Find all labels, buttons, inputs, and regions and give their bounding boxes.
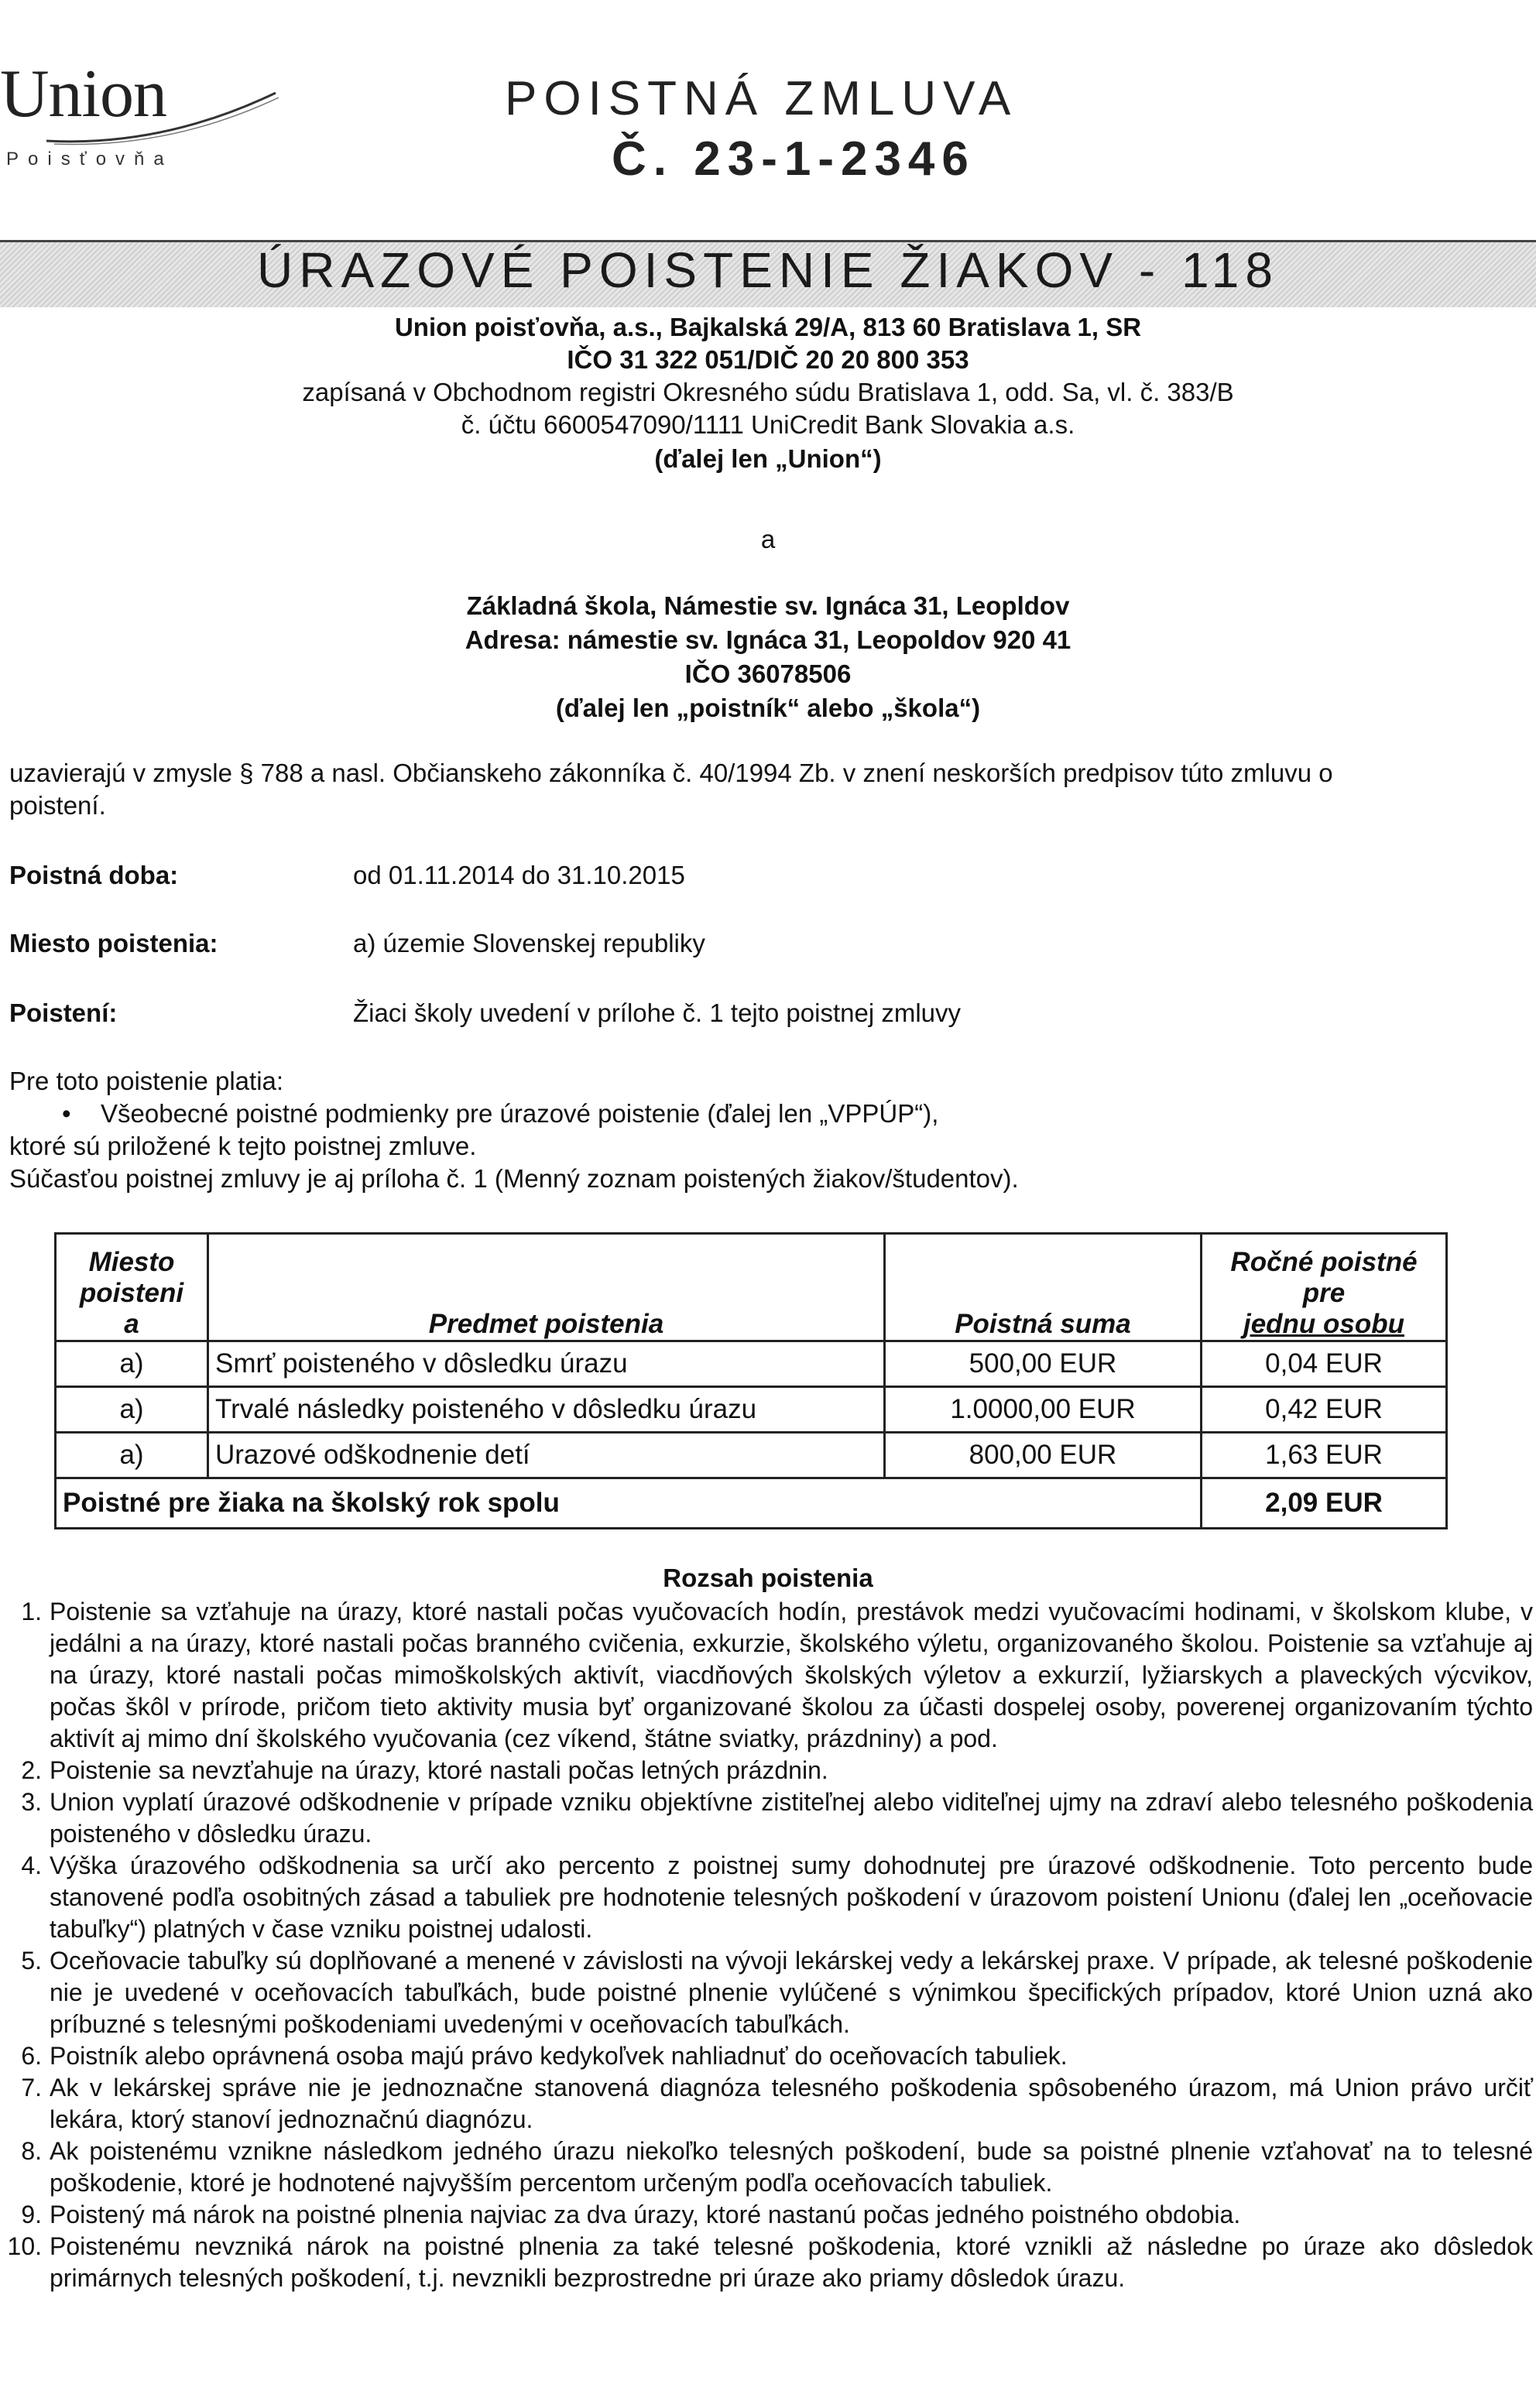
insurer-registry: zapísaná v Obchodnom registri Okresného súdu Bratislava 1, odd. Sa, vl. č. 383/B bbox=[302, 378, 1234, 406]
header-subject: Predmet poistenia bbox=[208, 1234, 885, 1341]
clause-text: Výška úrazového odškodnenia sa určí ako percento z poistnej sumy dohodnutej pre úrazové odškodnenie. Toto percento bude stanovené podľa osobitných zásad a tabuliek pre hodnotenie telesných poškodení v úrazovom poistení Unionu (ďalej len „oceňovacie tabuľky“) platných v čase vzniku poistnej udalosti. bbox=[50, 1851, 1533, 1943]
list-item bbox=[0, 2072, 1536, 2136]
row-subject: Urazové odškodnenie detí bbox=[208, 1433, 885, 1478]
header-place bbox=[56, 1234, 208, 1341]
clause-text: Ak poistenému vznikne následkom jedného úrazu niekoľko telesných poškodení, bude sa poistné plnenie vzťahovať na to telesné poškodenie, ktoré je hodnotené najvyšším percentom určeným podľa oceňovacích tabuliek. bbox=[50, 2137, 1533, 2197]
insured-label: Poistení: bbox=[9, 998, 118, 1027]
header-place-line-3: a bbox=[124, 1309, 139, 1339]
list-item bbox=[0, 1596, 1536, 1755]
conditions-intro: Pre toto poistenie platia: bbox=[9, 1067, 284, 1095]
intro-line-1: uzavierajú v zmysle § 788 a nasl. Občianskeho zákonníka č. 40/1994 Zb. v znení neskorších predpisov túto zmluvu o bbox=[9, 759, 1333, 787]
header-sum: Poistná suma bbox=[885, 1234, 1202, 1341]
list-item bbox=[0, 1850, 1536, 1945]
policyholder-ico: IČO 36078506 bbox=[684, 659, 852, 688]
row-subject: Trvalé následky poisteného v dôsledku úrazu bbox=[208, 1387, 885, 1433]
clause-text: Poistený má nárok na poistné plnenia najviac za dva úrazy, ktoré nastanú počas jedného poistného obdobia. bbox=[50, 2201, 1241, 2228]
logo-subtitle: Poisťovňa bbox=[6, 149, 173, 170]
row-premium: 1,63 EUR bbox=[1202, 1433, 1447, 1478]
clause-number: 8. bbox=[21, 2137, 42, 2165]
place-label: Miesto poistenia: bbox=[9, 929, 218, 957]
table-row bbox=[56, 1341, 1447, 1387]
clause-number: 7. bbox=[21, 2074, 42, 2101]
clause-text: Ak v lekárskej správe nie je jednoznačne stanovená diagnóza telesného poškodenia spôsobeného úrazom, má Union právo určiť lekára, ktorý stanoví jednoznačnú diagnózu. bbox=[50, 2074, 1533, 2133]
policyholder-name: Základná škola, Námestie sv. Ignáca 31, Leopldov bbox=[466, 591, 1070, 620]
insurer-account: č. účtu 6600547090/1111 UniCredit Bank Slovakia a.s. bbox=[461, 410, 1075, 439]
clause-text: Union vyplatí úrazové odškodnenie v prípade vzniku objektívne zistiteľnej alebo viditeľnej ujmy na zdraví alebo telesného poškodenia poisteného v dôsledku úrazu. bbox=[50, 1788, 1533, 1848]
row-place: a) bbox=[56, 1433, 208, 1478]
intro-line-2: poistení. bbox=[9, 791, 106, 820]
table-row bbox=[56, 1433, 1447, 1478]
header-place-line-1: Miesto bbox=[88, 1247, 175, 1277]
clause-text: Poistenému nevzniká nárok na poistné plnenia za také telesné poškodenia, ktoré vznikli až následne po úraze ako dôsledok primárnych telesných poškodení, t.j. nevznikli bezprostredne pri úraze ako priamy dôsledok úrazu. bbox=[50, 2232, 1533, 2292]
list-item bbox=[0, 1786, 1536, 1850]
insurer-alias: (ďalej len „Union“) bbox=[654, 444, 882, 473]
table-total-row bbox=[56, 1478, 1447, 1529]
logo-wordmark: Union bbox=[0, 57, 166, 132]
policyholder-alias: (ďalej len „poistník“ alebo „škola“) bbox=[555, 694, 981, 722]
policyholder-address: Adresa: námestie sv. Ignáca 31, Leopoldov 920 41 bbox=[465, 625, 1071, 654]
banner-title: ÚRAZOVÉ POISTENIE ŽIAKOV - 118 bbox=[257, 242, 1279, 298]
scope-clauses bbox=[0, 1596, 1536, 2294]
clause-number: 9. bbox=[21, 2201, 42, 2228]
row-sum: 800,00 EUR bbox=[885, 1433, 1202, 1478]
header-place-line-2: poisteni bbox=[79, 1278, 184, 1308]
list-item bbox=[0, 2231, 1536, 2294]
clause-number: 5. bbox=[21, 1947, 42, 1975]
row-place: a) bbox=[56, 1341, 208, 1387]
row-sum: 500,00 EUR bbox=[885, 1341, 1202, 1387]
scope-title: Rozsah poistenia bbox=[663, 1564, 873, 1592]
total-value: 2,09 EUR bbox=[1202, 1478, 1447, 1529]
bullet-icon: • bbox=[62, 1099, 71, 1128]
conditions-attached: ktoré sú priložené k tejto poistnej zmluve. bbox=[9, 1132, 477, 1160]
table-header-row bbox=[56, 1234, 1447, 1341]
clause-number: 1. bbox=[21, 1598, 42, 1625]
insurer-ids: IČO 31 322 051/DIČ 20 20 800 353 bbox=[567, 345, 969, 374]
table-row bbox=[56, 1387, 1447, 1433]
header-premium-line-1: Ročné poistné pre bbox=[1230, 1247, 1418, 1308]
premium-table bbox=[54, 1232, 1448, 1529]
row-subject: Smrť poisteného v dôsledku úrazu bbox=[208, 1341, 885, 1387]
conditions-vppup: Všeobecné poistné podmienky pre úrazové poistenie (ďalej len „VPPÚP“), bbox=[101, 1099, 939, 1128]
row-premium: 0,42 EUR bbox=[1202, 1387, 1447, 1433]
clause-number: 3. bbox=[21, 1788, 42, 1816]
clause-number: 4. bbox=[21, 1851, 42, 1879]
clause-number: 6. bbox=[21, 2042, 42, 2070]
list-item bbox=[0, 2136, 1536, 2199]
clause-text: Poistenie sa nevzťahuje na úrazy, ktoré nastali počas letných prázdnin. bbox=[50, 1756, 828, 1784]
total-label: Poistné pre žiaka na školský rok spolu bbox=[56, 1478, 1202, 1529]
contract-title: POISTNÁ ZMLUVA bbox=[505, 72, 1018, 125]
insured-value: Žiaci školy uvedení v prílohe č. 1 tejto poistnej zmluvy bbox=[353, 998, 962, 1027]
conjunction: a bbox=[760, 525, 776, 553]
list-item bbox=[0, 2040, 1536, 2072]
clause-number: 10. bbox=[7, 2232, 42, 2260]
period-value: od 01.11.2014 do 31.10.2015 bbox=[353, 861, 685, 889]
clause-text: Poistník alebo oprávnená osoba majú právo kedykoľvek nahliadnuť do oceňovacích tabuliek. bbox=[50, 2042, 1068, 2070]
row-place: a) bbox=[56, 1387, 208, 1433]
header-premium bbox=[1202, 1234, 1447, 1341]
period-label: Poistná doba: bbox=[9, 861, 179, 889]
conditions-annex: Súčasťou poistnej zmluvy je aj príloha č. 1 (Menný zoznam poistených žiakov/študentov). bbox=[9, 1164, 1019, 1193]
list-item bbox=[0, 2199, 1536, 2231]
clause-number: 2. bbox=[21, 1756, 42, 1784]
insurer-name-address: Union poisťovňa, a.s., Bajkalská 29/A, 813 60 Bratislava 1, SR bbox=[394, 313, 1142, 341]
list-item bbox=[0, 1945, 1536, 2040]
clause-text: Oceňovacie tabuľky sú doplňované a menené v závislosti na vývoji lekárskej vedy a lekárskej praxe. V prípade, ak telesné poškodenie nie je uvedené v oceňovacích tabuľkách, bude poistné plnenie vylúčené s výnimkou špecifických prípadov, ktoré Union uzná ako príbuzné s telesnými poškodeniami uvedenými v oceňovacích tabuľkách. bbox=[50, 1947, 1533, 2038]
place-value: a) územie Slovenskej republiky bbox=[353, 929, 705, 957]
header-premium-line-2: jednu osobu bbox=[1243, 1309, 1405, 1339]
logo-swoosh-icon bbox=[46, 87, 279, 149]
contract-number: Č. 23-1-2346 bbox=[612, 132, 975, 186]
row-sum: 1.0000,00 EUR bbox=[885, 1387, 1202, 1433]
list-item bbox=[0, 1755, 1536, 1786]
row-premium: 0,04 EUR bbox=[1202, 1341, 1447, 1387]
clause-text: Poistenie sa vzťahuje na úrazy, ktoré nastali počas vyučovacích hodín, prestávok medzi vyučovacími hodinami, v školskom klube, v jedálni a na úrazy, ktoré nastali počas branného cvičenia, exkurzie, školského výletu, organizovaného školou. Poistenie sa vzťahuje aj na úrazy, ktoré nastali počas mimoškolských aktivít, viacdňových školských výletov a exkurzií, lyžiarskych a plaveckých výcvikov, počas škôl v prírode, pričom tieto aktivity musia byť organizované školou za účasti dospelej osoby, poverenej organizovaním týchto aktivít aj mimo dní školského vyučovania (cez víkend, štátne sviatky, prázdniny) a pod. bbox=[50, 1598, 1533, 1752]
